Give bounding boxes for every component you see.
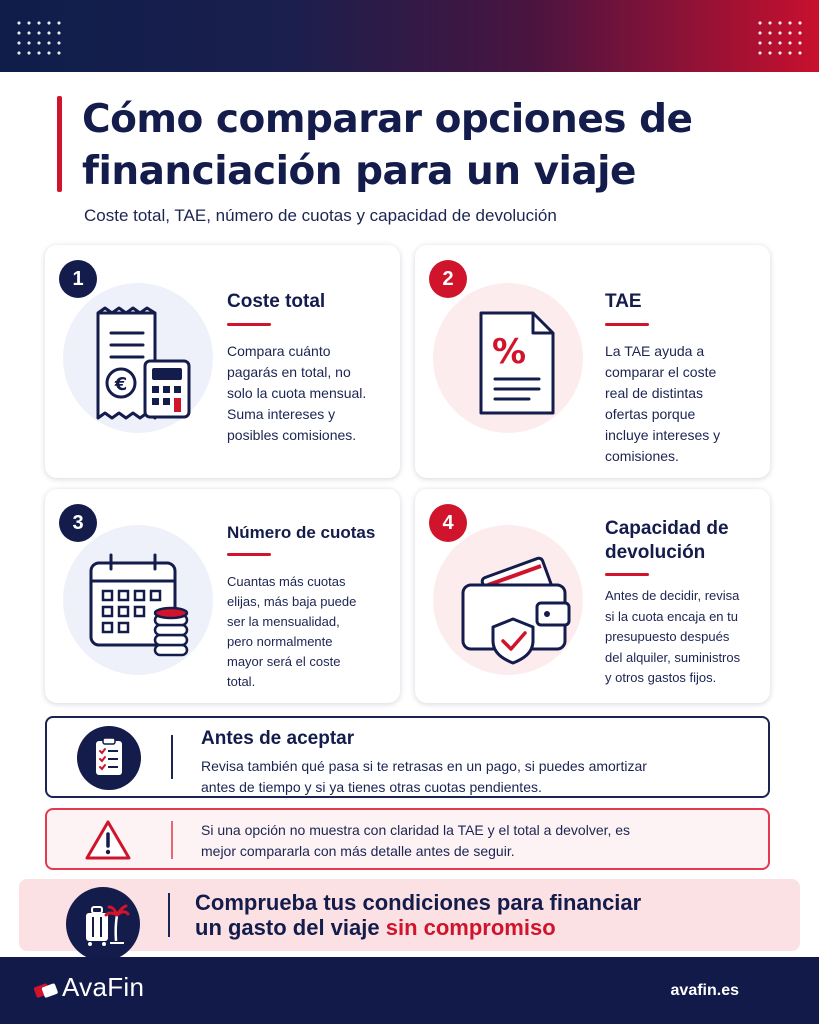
logo-mark-icon — [34, 981, 60, 1001]
title-underline — [227, 553, 271, 556]
warning-text: Si una opción no muestra con claridad la TAE y el total a devolver, es mejor compararla con más detalle antes de seguir. — [201, 822, 631, 859]
title-underline — [227, 323, 271, 326]
tip-box — [45, 716, 770, 798]
title-line-2: financiación para un viaje — [82, 149, 637, 194]
warning-triangle-icon — [83, 818, 133, 866]
wallet-shield-icon — [433, 525, 583, 675]
receipt-calculator-icon — [63, 283, 213, 433]
cta-divider — [168, 893, 170, 937]
tip-divider — [171, 735, 173, 779]
dot-pattern-left — [14, 18, 64, 56]
svg-text:%: % — [491, 332, 527, 372]
cta-highlight: sin compromiso — [385, 915, 556, 940]
title-accent-bar — [57, 96, 62, 192]
step-badge-4: 4 — [429, 504, 467, 542]
card-tae — [415, 245, 770, 478]
title-underline — [605, 573, 649, 576]
step-badge-3: 3 — [59, 504, 97, 542]
page-subtitle: Coste total, TAE, número de cuotas y capacidad de devolución — [84, 206, 557, 225]
card-numero-cuotas — [45, 489, 400, 703]
card-title: TAE — [605, 291, 642, 312]
card-title: Coste total — [227, 291, 326, 312]
card-text: Antes de decidir, revisa si la cuota encaja en tu presupuesto después del alquiler, suministros y otros gastos fijos. — [605, 588, 741, 685]
cta-text[interactable]: Comprueba tus condiciones para financiar un gasto del viaje sin compromiso — [195, 890, 642, 940]
step-badge-1: 1 — [59, 260, 97, 298]
card-title: Capacidad de devolución — [605, 518, 729, 563]
suitcase-palm-icon — [66, 887, 140, 961]
top-banner — [0, 0, 819, 72]
calendar-coins-icon — [63, 525, 213, 675]
brand-name: AvaFin — [62, 972, 145, 1002]
website-link[interactable]: avafin.es — [670, 982, 739, 999]
checklist-icon — [77, 726, 141, 790]
card-coste-total — [45, 245, 400, 478]
warning-box — [45, 808, 770, 870]
tip-title: Antes de aceptar — [201, 728, 355, 749]
footer — [0, 957, 819, 1024]
card-capacidad-devolucion — [415, 489, 770, 703]
step-badge-2: 2 — [429, 260, 467, 298]
page-title — [82, 94, 782, 198]
title-underline — [605, 323, 649, 326]
title-line-1: Cómo comparar opciones de — [82, 97, 693, 142]
card-text: La TAE ayuda a comparar el coste real de distintas ofertas porque incluye intereses y comisiones. — [605, 343, 721, 464]
svg-text:€: € — [114, 374, 128, 395]
card-title: Número de cuotas — [227, 523, 376, 542]
card-text: Cuantas más cuotas elijas, más baja puede ser la mensualidad, pero normalmente mayor será el coste total. — [227, 574, 357, 689]
card-text: Compara cuánto pagarás en total, no solo la cuota mensual. Suma intereses y posibles comisiones. — [227, 343, 367, 443]
cta-banner[interactable] — [19, 879, 800, 951]
percent-document-icon — [433, 283, 583, 433]
warning-divider — [171, 821, 173, 859]
tip-text: Revisa también qué pasa si te retrasas en un pago, si puedes amortizar antes de tiempo y si ya tienes otras cuotas pendientes. — [201, 758, 647, 795]
dot-pattern-right — [755, 18, 805, 56]
